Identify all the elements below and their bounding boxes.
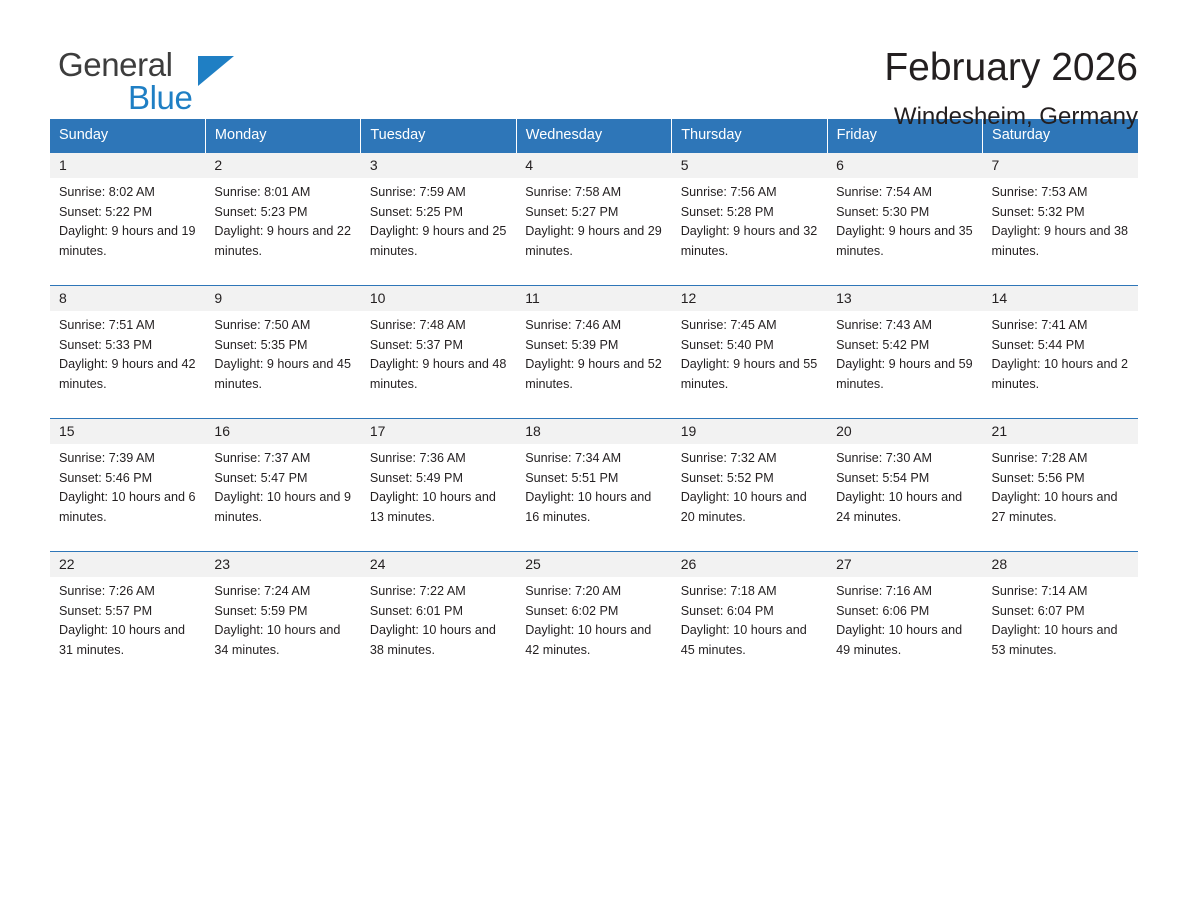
calendar-day-cell — [50, 552, 205, 685]
sunset-text: Sunset: 5:30 PM — [836, 204, 930, 219]
calendar-day-cell — [983, 286, 1138, 419]
calendar-week-row — [50, 419, 1138, 552]
day-number: 22 — [50, 552, 205, 577]
calendar-day-cell — [516, 419, 671, 552]
daylight-text: Daylight: 10 hours and 20 minutes. — [680, 490, 807, 524]
daylight-text: Daylight: 10 hours and 49 minutes. — [836, 623, 963, 657]
sunset-text: Sunset: 5:49 PM — [369, 470, 463, 485]
day-number: 4 — [516, 153, 671, 178]
day-details — [672, 444, 827, 527]
day-details — [50, 178, 205, 261]
generalblue-logo — [50, 46, 250, 118]
calendar-week-row — [50, 286, 1138, 419]
daylight-text: Daylight: 9 hours and 32 minutes. — [680, 224, 818, 258]
day-details — [50, 577, 205, 660]
calendar-day-cell — [50, 419, 205, 552]
day-details — [361, 444, 516, 527]
sunrise-text: Sunrise: 7:43 AM — [836, 318, 933, 332]
day-details — [205, 577, 360, 660]
sunrise-text: Sunrise: 7:24 AM — [214, 584, 311, 598]
day-number: 16 — [205, 419, 360, 444]
day-number: 24 — [361, 552, 516, 577]
calendar-day-cell — [205, 552, 360, 685]
sunset-text: Sunset: 5:28 PM — [680, 204, 774, 219]
weekday-header-saturday: Saturday — [983, 119, 1138, 153]
day-number: 5 — [672, 153, 827, 178]
sunrise-text: Sunrise: 8:02 AM — [59, 185, 155, 199]
sunset-text: Sunset: 5:54 PM — [836, 470, 930, 485]
calendar-day-cell — [672, 153, 827, 286]
sunrise-text: Sunrise: 7:53 AM — [991, 185, 1088, 199]
sunrise-text: Sunrise: 7:32 AM — [680, 451, 777, 465]
daylight-text: Daylight: 9 hours and 45 minutes. — [214, 357, 351, 391]
calendar-day-cell — [361, 153, 516, 286]
day-number: 10 — [361, 286, 516, 311]
calendar-day-cell — [672, 286, 827, 419]
day-number: 7 — [983, 153, 1138, 178]
page-title: February 2026 — [884, 46, 1138, 89]
weekday-header-tuesday: Tuesday — [361, 119, 516, 153]
day-details — [983, 311, 1138, 394]
calendar-week-row — [50, 153, 1138, 286]
sunrise-text: Sunrise: 7:59 AM — [369, 185, 466, 199]
sunrise-text: Sunrise: 7:50 AM — [214, 318, 311, 332]
day-details — [516, 444, 671, 527]
daylight-text: Daylight: 9 hours and 25 minutes. — [369, 224, 507, 258]
day-number: 1 — [50, 153, 205, 178]
day-details — [672, 577, 827, 660]
day-details — [827, 577, 982, 660]
day-number: 2 — [205, 153, 360, 178]
sunset-text: Sunset: 6:02 PM — [525, 603, 619, 618]
sunrise-text: Sunrise: 7:54 AM — [836, 185, 933, 199]
sunset-text: Sunset: 5:56 PM — [991, 470, 1085, 485]
sunrise-text: Sunrise: 7:20 AM — [525, 584, 622, 598]
sunrise-text: Sunrise: 7:16 AM — [836, 584, 933, 598]
sunset-text: Sunset: 5:44 PM — [991, 337, 1085, 352]
day-details — [827, 311, 982, 394]
daylight-text: Daylight: 10 hours and 38 minutes. — [369, 623, 496, 657]
triangle-icon — [198, 56, 234, 86]
sunset-text: Sunset: 5:32 PM — [991, 204, 1085, 219]
sunset-text: Sunset: 5:22 PM — [59, 204, 153, 219]
logo-text-general: General — [58, 46, 173, 83]
sunrise-text: Sunrise: 8:01 AM — [214, 185, 311, 199]
day-details — [827, 178, 982, 261]
daylight-text: Daylight: 10 hours and 16 minutes. — [525, 490, 652, 524]
day-details — [361, 311, 516, 394]
sunset-text: Sunset: 6:04 PM — [680, 603, 774, 618]
daylight-text: Daylight: 10 hours and 53 minutes. — [991, 623, 1118, 657]
sunrise-sunset-calendar — [50, 119, 1138, 684]
sunrise-text: Sunrise: 7:58 AM — [525, 185, 622, 199]
sunset-text: Sunset: 5:37 PM — [369, 337, 463, 352]
day-number: 3 — [361, 153, 516, 178]
calendar-day-cell — [361, 286, 516, 419]
day-number: 28 — [983, 552, 1138, 577]
day-number: 11 — [516, 286, 671, 311]
calendar-day-cell — [827, 153, 982, 286]
calendar-day-cell — [672, 552, 827, 685]
calendar-day-cell — [361, 419, 516, 552]
calendar-day-cell — [50, 286, 205, 419]
daylight-text: Daylight: 9 hours and 29 minutes. — [525, 224, 662, 258]
sunrise-text: Sunrise: 7:56 AM — [680, 185, 777, 199]
sunrise-text: Sunrise: 7:41 AM — [991, 318, 1088, 332]
day-details — [983, 444, 1138, 527]
sunset-text: Sunset: 5:40 PM — [680, 337, 774, 352]
day-number: 13 — [827, 286, 982, 311]
title-block — [884, 46, 1138, 131]
sunset-text: Sunset: 5:47 PM — [214, 470, 308, 485]
sunrise-text: Sunrise: 7:22 AM — [369, 584, 466, 598]
sunset-text: Sunset: 5:51 PM — [525, 470, 619, 485]
sunrise-text: Sunrise: 7:46 AM — [525, 318, 622, 332]
day-number: 18 — [516, 419, 671, 444]
sunset-text: Sunset: 6:01 PM — [369, 603, 463, 618]
weekday-header-friday: Friday — [827, 119, 982, 153]
daylight-text: Daylight: 10 hours and 27 minutes. — [991, 490, 1118, 524]
sunset-text: Sunset: 6:07 PM — [991, 603, 1085, 618]
calendar-day-cell — [983, 419, 1138, 552]
sunrise-text: Sunrise: 7:18 AM — [680, 584, 777, 598]
daylight-text: Daylight: 10 hours and 31 minutes. — [59, 623, 186, 657]
daylight-text: Daylight: 9 hours and 38 minutes. — [991, 224, 1129, 258]
sunset-text: Sunset: 5:46 PM — [59, 470, 153, 485]
calendar-day-cell — [516, 286, 671, 419]
daylight-text: Daylight: 9 hours and 35 minutes. — [836, 224, 973, 258]
sunrise-text: Sunrise: 7:28 AM — [991, 451, 1088, 465]
sunrise-text: Sunrise: 7:30 AM — [836, 451, 933, 465]
day-number: 15 — [50, 419, 205, 444]
sunrise-text: Sunrise: 7:34 AM — [525, 451, 622, 465]
day-details — [205, 311, 360, 394]
daylight-text: Daylight: 9 hours and 48 minutes. — [369, 357, 507, 391]
calendar-day-cell — [516, 153, 671, 286]
sunset-text: Sunset: 5:25 PM — [369, 204, 463, 219]
day-number: 14 — [983, 286, 1138, 311]
sunset-text: Sunset: 5:57 PM — [59, 603, 153, 618]
daylight-text: Daylight: 10 hours and 2 minutes. — [991, 357, 1129, 391]
day-details — [361, 577, 516, 660]
sunrise-text: Sunrise: 7:36 AM — [369, 451, 466, 465]
day-details — [205, 178, 360, 261]
logo-text-blue: Blue — [128, 79, 193, 116]
day-details — [827, 444, 982, 527]
day-number: 12 — [672, 286, 827, 311]
weekday-header-monday: Monday — [205, 119, 360, 153]
daylight-text: Daylight: 9 hours and 42 minutes. — [59, 357, 196, 391]
daylight-text: Daylight: 10 hours and 45 minutes. — [680, 623, 807, 657]
day-number: 6 — [827, 153, 982, 178]
calendar-day-cell — [983, 552, 1138, 685]
sunset-text: Sunset: 6:06 PM — [836, 603, 930, 618]
sunset-text: Sunset: 5:39 PM — [525, 337, 619, 352]
day-details — [516, 577, 671, 660]
daylight-text: Daylight: 9 hours and 22 minutes. — [214, 224, 351, 258]
sunrise-text: Sunrise: 7:26 AM — [59, 584, 155, 598]
day-details — [516, 311, 671, 394]
daylight-text: Daylight: 10 hours and 9 minutes. — [214, 490, 351, 524]
calendar-day-cell — [672, 419, 827, 552]
sunset-text: Sunset: 5:52 PM — [680, 470, 774, 485]
sunset-text: Sunset: 5:35 PM — [214, 337, 308, 352]
day-number: 20 — [827, 419, 982, 444]
page-header — [50, 0, 1138, 130]
location-subtitle: Windesheim, Germany — [893, 102, 1138, 130]
daylight-text: Daylight: 9 hours and 19 minutes. — [59, 224, 196, 258]
calendar-week-row — [50, 552, 1138, 685]
day-details — [50, 311, 205, 394]
day-details — [983, 178, 1138, 261]
daylight-text: Daylight: 9 hours and 55 minutes. — [680, 357, 818, 391]
daylight-text: Daylight: 10 hours and 13 minutes. — [369, 490, 496, 524]
daylight-text: Daylight: 10 hours and 24 minutes. — [836, 490, 963, 524]
calendar-day-cell — [205, 153, 360, 286]
calendar-day-cell — [827, 286, 982, 419]
calendar-day-cell — [827, 552, 982, 685]
sunrise-text: Sunrise: 7:39 AM — [59, 451, 155, 465]
day-number: 19 — [672, 419, 827, 444]
calendar-day-cell — [983, 153, 1138, 286]
day-details — [983, 577, 1138, 660]
sunrise-text: Sunrise: 7:48 AM — [369, 318, 466, 332]
sunset-text: Sunset: 5:27 PM — [525, 204, 619, 219]
day-details — [672, 178, 827, 261]
weekday-header-wednesday: Wednesday — [516, 119, 671, 153]
daylight-text: Daylight: 10 hours and 34 minutes. — [214, 623, 341, 657]
sunrise-text: Sunrise: 7:14 AM — [991, 584, 1088, 598]
sunrise-text: Sunrise: 7:51 AM — [59, 318, 155, 332]
day-number: 27 — [827, 552, 982, 577]
calendar-day-cell — [205, 419, 360, 552]
daylight-text: Daylight: 9 hours and 59 minutes. — [836, 357, 973, 391]
daylight-text: Daylight: 9 hours and 52 minutes. — [525, 357, 662, 391]
day-details — [50, 444, 205, 527]
sunset-text: Sunset: 5:23 PM — [214, 204, 308, 219]
day-details — [672, 311, 827, 394]
day-number: 9 — [205, 286, 360, 311]
calendar-day-cell — [361, 552, 516, 685]
day-number: 26 — [672, 552, 827, 577]
day-number: 23 — [205, 552, 360, 577]
day-details — [205, 444, 360, 527]
calendar-day-cell — [205, 286, 360, 419]
sunrise-text: Sunrise: 7:45 AM — [680, 318, 777, 332]
sunset-text: Sunset: 5:33 PM — [59, 337, 153, 352]
weekday-header-sunday: Sunday — [50, 119, 205, 153]
day-number: 25 — [516, 552, 671, 577]
day-details — [516, 178, 671, 261]
day-number: 8 — [50, 286, 205, 311]
daylight-text: Daylight: 10 hours and 6 minutes. — [59, 490, 196, 524]
calendar-day-cell — [827, 419, 982, 552]
sunset-text: Sunset: 5:59 PM — [214, 603, 308, 618]
weekday-header-thursday: Thursday — [672, 119, 827, 153]
sunrise-text: Sunrise: 7:37 AM — [214, 451, 311, 465]
daylight-text: Daylight: 10 hours and 42 minutes. — [525, 623, 652, 657]
day-number: 17 — [361, 419, 516, 444]
calendar-day-cell — [516, 552, 671, 685]
calendar-day-cell — [50, 153, 205, 286]
day-details — [361, 178, 516, 261]
sunset-text: Sunset: 5:42 PM — [836, 337, 930, 352]
day-number: 21 — [983, 419, 1138, 444]
